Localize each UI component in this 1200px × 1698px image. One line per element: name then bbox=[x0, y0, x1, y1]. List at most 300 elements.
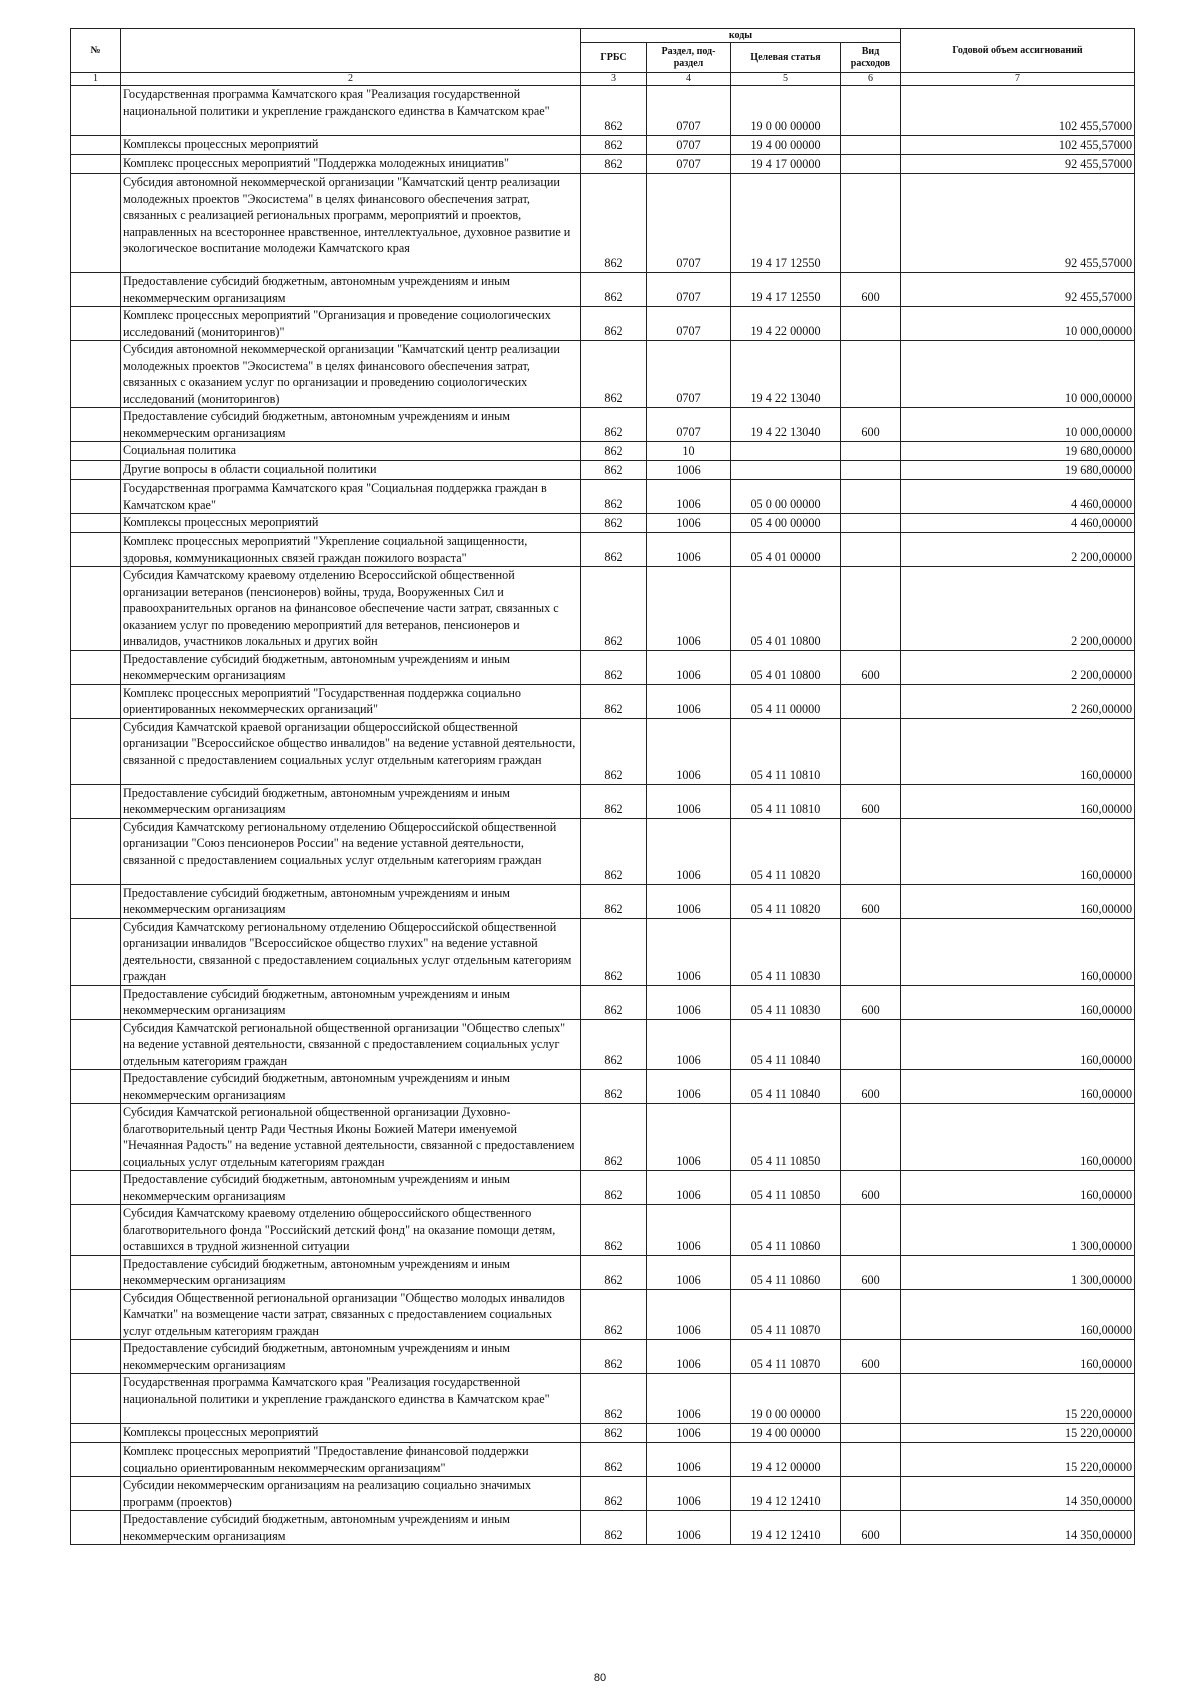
type-cell: 600 bbox=[841, 784, 901, 818]
grbs-cell: 862 bbox=[581, 1019, 647, 1070]
amount-cell: 14 350,00000 bbox=[901, 1477, 1135, 1511]
type-cell: 600 bbox=[841, 650, 901, 684]
table-row bbox=[71, 1477, 1135, 1511]
table-row bbox=[71, 650, 1135, 684]
amount-cell: 14 350,00000 bbox=[901, 1511, 1135, 1545]
amount-cell: 2 200,00000 bbox=[901, 650, 1135, 684]
table-row bbox=[71, 1443, 1135, 1477]
target-cell: 05 4 01 00000 bbox=[731, 533, 841, 567]
amount-cell: 19 680,00000 bbox=[901, 461, 1135, 480]
target-cell: 05 4 11 10830 bbox=[731, 918, 841, 985]
type-cell bbox=[841, 1424, 901, 1443]
amount-cell: 15 220,00000 bbox=[901, 1374, 1135, 1424]
no-cell bbox=[71, 514, 121, 533]
section-cell: 0707 bbox=[647, 307, 731, 341]
table-row bbox=[71, 818, 1135, 884]
grbs-cell: 862 bbox=[581, 533, 647, 567]
name-cell: Субсидия Камчатскому краевому отделению Всероссийской общественной организации ветеранов (пенсионеров) войны, труда, Вооруженных Сил и правоохранительных органов на финансовое обеспечение части затрат, связанных с оказанием услуг по проведению мероприятий для ветеранов, пенсионеров и инвалидов, участников локальных и других войн bbox=[121, 567, 581, 651]
type-cell bbox=[841, 514, 901, 533]
name-cell: Предоставление субсидий бюджетным, автономным учреждениям и иным некоммерческим организациям bbox=[121, 1171, 581, 1205]
name-cell: Субсидия Камчатскому региональному отделению Общероссийской общественной организации инвалидов "Всероссийское общество глухих" на ведение уставной деятельности, связанной с предоставлением социальных услуг отдельным категориям граждан bbox=[121, 918, 581, 985]
amount-cell: 102 455,57000 bbox=[901, 136, 1135, 155]
no-cell bbox=[71, 1019, 121, 1070]
col-num-7: 7 bbox=[901, 73, 1135, 86]
amount-cell: 160,00000 bbox=[901, 718, 1135, 784]
table-row bbox=[71, 1289, 1135, 1340]
table-header bbox=[71, 29, 1135, 86]
section-cell: 1006 bbox=[647, 985, 731, 1019]
target-cell: 05 0 00 00000 bbox=[731, 480, 841, 514]
section-cell: 1006 bbox=[647, 514, 731, 533]
name-cell: Предоставление субсидий бюджетным, автономным учреждениям и иным некоммерческим организациям bbox=[121, 1070, 581, 1104]
table-row bbox=[71, 884, 1135, 918]
type-cell bbox=[841, 1019, 901, 1070]
section-cell: 1006 bbox=[647, 461, 731, 480]
table-row bbox=[71, 567, 1135, 651]
no-cell bbox=[71, 650, 121, 684]
header-amount: Годовой объем ассигнований bbox=[901, 29, 1135, 73]
section-cell: 1006 bbox=[647, 1205, 731, 1256]
type-cell bbox=[841, 461, 901, 480]
target-cell: 05 4 11 10870 bbox=[731, 1340, 841, 1374]
type-cell bbox=[841, 86, 901, 136]
no-cell bbox=[71, 1443, 121, 1477]
grbs-cell: 862 bbox=[581, 461, 647, 480]
type-cell: 600 bbox=[841, 1070, 901, 1104]
type-cell bbox=[841, 341, 901, 408]
target-cell: 05 4 11 10850 bbox=[731, 1171, 841, 1205]
grbs-cell: 862 bbox=[581, 155, 647, 174]
grbs-cell: 862 bbox=[581, 918, 647, 985]
section-cell: 1006 bbox=[647, 1511, 731, 1545]
target-cell: 05 4 11 10860 bbox=[731, 1255, 841, 1289]
header-codes: коды bbox=[581, 29, 901, 43]
section-cell: 1006 bbox=[647, 1070, 731, 1104]
header-no: № bbox=[71, 29, 121, 73]
grbs-cell: 862 bbox=[581, 1255, 647, 1289]
amount-cell: 19 680,00000 bbox=[901, 442, 1135, 461]
header-target: Целевая статья bbox=[731, 43, 841, 73]
table-row bbox=[71, 461, 1135, 480]
no-cell bbox=[71, 1289, 121, 1340]
section-cell: 1006 bbox=[647, 533, 731, 567]
target-cell: 19 4 22 13040 bbox=[731, 408, 841, 442]
type-cell: 600 bbox=[841, 985, 901, 1019]
name-cell: Социальная политика bbox=[121, 442, 581, 461]
grbs-cell: 862 bbox=[581, 86, 647, 136]
no-cell bbox=[71, 461, 121, 480]
amount-cell: 160,00000 bbox=[901, 985, 1135, 1019]
type-cell: 600 bbox=[841, 408, 901, 442]
target-cell: 05 4 11 10850 bbox=[731, 1104, 841, 1171]
table-row bbox=[71, 174, 1135, 273]
amount-cell: 10 000,00000 bbox=[901, 408, 1135, 442]
section-cell: 1006 bbox=[647, 1374, 731, 1424]
type-cell bbox=[841, 1104, 901, 1171]
no-cell bbox=[71, 155, 121, 174]
section-cell: 1006 bbox=[647, 480, 731, 514]
name-cell: Предоставление субсидий бюджетным, автономным учреждениям и иным некоммерческим организациям bbox=[121, 985, 581, 1019]
name-cell: Комплекс процессных мероприятий "Организация и проведение социологических исследований (мониторингов)" bbox=[121, 307, 581, 341]
target-cell: 19 4 22 00000 bbox=[731, 307, 841, 341]
name-cell: Комплекс процессных мероприятий "Укрепление социальной защищенности, здоровья, коммуникационных связей граждан пожилого возраста" bbox=[121, 533, 581, 567]
grbs-cell: 862 bbox=[581, 818, 647, 884]
table-row bbox=[71, 514, 1135, 533]
amount-cell: 160,00000 bbox=[901, 1340, 1135, 1374]
grbs-cell: 862 bbox=[581, 1443, 647, 1477]
section-cell: 1006 bbox=[647, 1171, 731, 1205]
target-cell: 05 4 11 10840 bbox=[731, 1070, 841, 1104]
table-row bbox=[71, 155, 1135, 174]
amount-cell: 92 455,57000 bbox=[901, 273, 1135, 307]
type-cell bbox=[841, 818, 901, 884]
no-cell bbox=[71, 442, 121, 461]
grbs-cell: 862 bbox=[581, 985, 647, 1019]
grbs-cell: 862 bbox=[581, 1477, 647, 1511]
section-cell: 1006 bbox=[647, 1477, 731, 1511]
header-grbs: ГРБС bbox=[581, 43, 647, 73]
table-row bbox=[71, 784, 1135, 818]
section-cell: 1006 bbox=[647, 1289, 731, 1340]
grbs-cell: 862 bbox=[581, 884, 647, 918]
section-cell: 1006 bbox=[647, 818, 731, 884]
section-cell: 1006 bbox=[647, 650, 731, 684]
no-cell bbox=[71, 684, 121, 718]
target-cell: 05 4 11 00000 bbox=[731, 684, 841, 718]
no-cell bbox=[71, 408, 121, 442]
col-num-1: 1 bbox=[71, 73, 121, 86]
grbs-cell: 862 bbox=[581, 480, 647, 514]
target-cell bbox=[731, 461, 841, 480]
table-row bbox=[71, 718, 1135, 784]
target-cell: 05 4 11 10840 bbox=[731, 1019, 841, 1070]
grbs-cell: 862 bbox=[581, 684, 647, 718]
section-cell: 0707 bbox=[647, 155, 731, 174]
section-cell: 1006 bbox=[647, 1104, 731, 1171]
type-cell: 600 bbox=[841, 1255, 901, 1289]
amount-cell: 160,00000 bbox=[901, 884, 1135, 918]
col-num-6: 6 bbox=[841, 73, 901, 86]
table-row bbox=[71, 341, 1135, 408]
name-cell: Субсидия Камчатской региональной общественной организации "Общество слепых" на ведение уставной деятельности, связанной с предоставлением социальных услуг отдельным категориям граждан bbox=[121, 1019, 581, 1070]
target-cell: 19 4 17 12550 bbox=[731, 273, 841, 307]
type-cell bbox=[841, 1374, 901, 1424]
amount-cell: 1 300,00000 bbox=[901, 1255, 1135, 1289]
no-cell bbox=[71, 985, 121, 1019]
type-cell: 600 bbox=[841, 1340, 901, 1374]
target-cell: 19 4 12 12410 bbox=[731, 1511, 841, 1545]
target-cell: 05 4 11 10810 bbox=[731, 784, 841, 818]
section-cell: 1006 bbox=[647, 1340, 731, 1374]
table-row bbox=[71, 408, 1135, 442]
no-cell bbox=[71, 1104, 121, 1171]
grbs-cell: 862 bbox=[581, 442, 647, 461]
type-cell: 600 bbox=[841, 1511, 901, 1545]
grbs-cell: 862 bbox=[581, 1289, 647, 1340]
name-cell: Комплексы процессных мероприятий bbox=[121, 514, 581, 533]
section-cell: 1006 bbox=[647, 1424, 731, 1443]
table-row bbox=[71, 136, 1135, 155]
no-cell bbox=[71, 86, 121, 136]
section-cell: 0707 bbox=[647, 86, 731, 136]
name-cell: Предоставление субсидий бюджетным, автономным учреждениям и иным некоммерческим организациям bbox=[121, 1255, 581, 1289]
amount-cell: 160,00000 bbox=[901, 1104, 1135, 1171]
name-cell: Субсидия Камчатскому краевому отделению общероссийского общественного благотворительного фонда "Российский детский фонд" на оказание помощи детям, оставшихся в трудной жизненной ситуации bbox=[121, 1205, 581, 1256]
amount-cell: 2 200,00000 bbox=[901, 567, 1135, 651]
section-cell: 1006 bbox=[647, 567, 731, 651]
table-body bbox=[71, 86, 1135, 1545]
grbs-cell: 862 bbox=[581, 136, 647, 155]
amount-cell: 15 220,00000 bbox=[901, 1424, 1135, 1443]
amount-cell: 160,00000 bbox=[901, 784, 1135, 818]
name-cell: Субсидия автономной некоммерческой организации "Камчатский центр реализации молодежных проектов "Экосистема" в целях финансового обеспечения затрат, связанных с оказанием услуг по организации и проведению социологических исследований (мониторингов) bbox=[121, 341, 581, 408]
no-cell bbox=[71, 918, 121, 985]
table-row bbox=[71, 918, 1135, 985]
page-number: 80 bbox=[593, 1672, 607, 1684]
name-cell: Комплекс процессных мероприятий "Государственная поддержка социально ориентированных некоммерческих организаций" bbox=[121, 684, 581, 718]
table-row bbox=[71, 86, 1135, 136]
table-row bbox=[71, 1171, 1135, 1205]
section-cell: 0707 bbox=[647, 273, 731, 307]
grbs-cell: 862 bbox=[581, 1205, 647, 1256]
grbs-cell: 862 bbox=[581, 273, 647, 307]
no-cell bbox=[71, 1477, 121, 1511]
section-cell: 1006 bbox=[647, 918, 731, 985]
type-cell bbox=[841, 155, 901, 174]
amount-cell: 10 000,00000 bbox=[901, 307, 1135, 341]
no-cell bbox=[71, 818, 121, 884]
no-cell bbox=[71, 1511, 121, 1545]
no-cell bbox=[71, 567, 121, 651]
target-cell: 05 4 11 10860 bbox=[731, 1205, 841, 1256]
no-cell bbox=[71, 1340, 121, 1374]
name-cell: Субсидия автономной некоммерческой организации "Камчатский центр реализации молодежных проектов "Экосистема" в целях финансового обеспечения затрат, связанных с реализацией региональных программ, мероприятий и проектов, направленных на всестороннее нравственное, интеллектуальное, духовное развитие и экологическое воспитание молодежи Камчатского края bbox=[121, 174, 581, 273]
section-cell: 1006 bbox=[647, 718, 731, 784]
grbs-cell: 862 bbox=[581, 718, 647, 784]
target-cell: 05 4 11 10810 bbox=[731, 718, 841, 784]
table-row bbox=[71, 1070, 1135, 1104]
table-row bbox=[71, 1511, 1135, 1545]
type-cell bbox=[841, 918, 901, 985]
name-cell: Комплексы процессных мероприятий bbox=[121, 1424, 581, 1443]
name-cell: Предоставление субсидий бюджетным, автономным учреждениям и иным некоммерческим организациям bbox=[121, 1511, 581, 1545]
no-cell bbox=[71, 307, 121, 341]
table-row bbox=[71, 684, 1135, 718]
type-cell bbox=[841, 307, 901, 341]
type-cell: 600 bbox=[841, 1171, 901, 1205]
table-row bbox=[71, 1424, 1135, 1443]
section-cell: 1006 bbox=[647, 1019, 731, 1070]
table-row bbox=[71, 1019, 1135, 1070]
amount-cell: 92 455,57000 bbox=[901, 174, 1135, 273]
grbs-cell: 862 bbox=[581, 784, 647, 818]
name-cell: Субсидия Камчатской краевой организации общероссийской общественной организации "Всероссийское общество инвалидов" на ведение уставной деятельности, связанной с предоставлением социальных услуг отдельным категориям граждан bbox=[121, 718, 581, 784]
table-row bbox=[71, 1255, 1135, 1289]
grbs-cell: 862 bbox=[581, 1070, 647, 1104]
section-cell: 0707 bbox=[647, 136, 731, 155]
grbs-cell: 862 bbox=[581, 307, 647, 341]
amount-cell: 160,00000 bbox=[901, 1289, 1135, 1340]
target-cell: 19 4 12 12410 bbox=[731, 1477, 841, 1511]
target-cell: 19 4 12 00000 bbox=[731, 1443, 841, 1477]
header-section: Раздел, под-раздел bbox=[647, 43, 731, 73]
amount-cell: 160,00000 bbox=[901, 1070, 1135, 1104]
no-cell bbox=[71, 884, 121, 918]
target-cell: 19 4 17 12550 bbox=[731, 174, 841, 273]
target-cell: 19 4 17 00000 bbox=[731, 155, 841, 174]
grbs-cell: 862 bbox=[581, 1171, 647, 1205]
grbs-cell: 862 bbox=[581, 1104, 647, 1171]
no-cell bbox=[71, 1255, 121, 1289]
no-cell bbox=[71, 273, 121, 307]
col-num-4: 4 bbox=[647, 73, 731, 86]
col-num-2: 2 bbox=[121, 73, 581, 86]
target-cell: 05 4 11 10870 bbox=[731, 1289, 841, 1340]
target-cell: 05 4 01 10800 bbox=[731, 650, 841, 684]
grbs-cell: 862 bbox=[581, 1374, 647, 1424]
name-cell: Государственная программа Камчатского края "Реализация государственной национальной политики и укрепление гражданского единства в Камчатском крае" bbox=[121, 86, 581, 136]
section-cell: 1006 bbox=[647, 1443, 731, 1477]
table-row bbox=[71, 480, 1135, 514]
no-cell bbox=[71, 136, 121, 155]
target-cell: 19 0 00 00000 bbox=[731, 86, 841, 136]
type-cell bbox=[841, 718, 901, 784]
grbs-cell: 862 bbox=[581, 174, 647, 273]
name-cell: Субсидия Камчатскому региональному отделению Общероссийской общественной организации "Союз пенсионеров России" на ведение уставной деятельности, связанной с предоставлением социальных услуг отдельным категориям граждан bbox=[121, 818, 581, 884]
no-cell bbox=[71, 174, 121, 273]
type-cell bbox=[841, 174, 901, 273]
amount-cell: 92 455,57000 bbox=[901, 155, 1135, 174]
budget-table-container bbox=[70, 28, 1134, 1545]
table-row bbox=[71, 985, 1135, 1019]
name-cell: Предоставление субсидий бюджетным, автономным учреждениям и иным некоммерческим организациям bbox=[121, 784, 581, 818]
type-cell bbox=[841, 1477, 901, 1511]
target-cell: 05 4 00 00000 bbox=[731, 514, 841, 533]
name-cell: Комплексы процессных мероприятий bbox=[121, 136, 581, 155]
target-cell: 19 4 22 13040 bbox=[731, 341, 841, 408]
grbs-cell: 862 bbox=[581, 514, 647, 533]
amount-cell: 4 460,00000 bbox=[901, 514, 1135, 533]
section-cell: 1006 bbox=[647, 784, 731, 818]
target-cell bbox=[731, 442, 841, 461]
name-cell: Комплекс процессных мероприятий "Поддержка молодежных инициатив" bbox=[121, 155, 581, 174]
section-cell: 1006 bbox=[647, 884, 731, 918]
section-cell: 0707 bbox=[647, 408, 731, 442]
amount-cell: 2 200,00000 bbox=[901, 533, 1135, 567]
name-cell: Комплекс процессных мероприятий "Предоставление финансовой поддержки социально ориентированным некоммерческим организациям" bbox=[121, 1443, 581, 1477]
target-cell: 05 4 01 10800 bbox=[731, 567, 841, 651]
table-row bbox=[71, 442, 1135, 461]
type-cell bbox=[841, 1205, 901, 1256]
name-cell: Предоставление субсидий бюджетным, автономным учреждениям и иным некоммерческим организациям bbox=[121, 1340, 581, 1374]
name-cell: Предоставление субсидий бюджетным, автономным учреждениям и иным некоммерческим организациям bbox=[121, 408, 581, 442]
section-cell: 0707 bbox=[647, 174, 731, 273]
no-cell bbox=[71, 718, 121, 784]
name-cell: Субсидия Камчатской региональной общественной организации Духовно-благотворительный центр Ради Честныя Иконы Божией Матери именуемой "Нечаянная Радость" на ведение уставной деятельности, связанной с предоставлением социальных услуг отдельным категориям граждан bbox=[121, 1104, 581, 1171]
no-cell bbox=[71, 1205, 121, 1256]
grbs-cell: 862 bbox=[581, 567, 647, 651]
col-num-3: 3 bbox=[581, 73, 647, 86]
type-cell bbox=[841, 567, 901, 651]
column-numbers-row bbox=[71, 73, 1135, 86]
section-cell: 1006 bbox=[647, 684, 731, 718]
amount-cell: 15 220,00000 bbox=[901, 1443, 1135, 1477]
type-cell bbox=[841, 684, 901, 718]
amount-cell: 2 260,00000 bbox=[901, 684, 1135, 718]
type-cell bbox=[841, 442, 901, 461]
section-cell: 1006 bbox=[647, 1255, 731, 1289]
amount-cell: 10 000,00000 bbox=[901, 341, 1135, 408]
amount-cell: 160,00000 bbox=[901, 1019, 1135, 1070]
col-num-5: 5 bbox=[731, 73, 841, 86]
header-name bbox=[121, 29, 581, 73]
section-cell: 0707 bbox=[647, 341, 731, 408]
amount-cell: 4 460,00000 bbox=[901, 480, 1135, 514]
target-cell: 19 0 00 00000 bbox=[731, 1374, 841, 1424]
no-cell bbox=[71, 1424, 121, 1443]
name-cell: Другие вопросы в области социальной политики bbox=[121, 461, 581, 480]
target-cell: 05 4 11 10830 bbox=[731, 985, 841, 1019]
grbs-cell: 862 bbox=[581, 408, 647, 442]
type-cell: 600 bbox=[841, 884, 901, 918]
table-row bbox=[71, 307, 1135, 341]
grbs-cell: 862 bbox=[581, 1511, 647, 1545]
table-row bbox=[71, 1374, 1135, 1424]
type-cell bbox=[841, 533, 901, 567]
type-cell bbox=[841, 1443, 901, 1477]
name-cell: Предоставление субсидий бюджетным, автономным учреждениям и иным некоммерческим организациям bbox=[121, 273, 581, 307]
grbs-cell: 862 bbox=[581, 650, 647, 684]
header-type: Вид расходов bbox=[841, 43, 901, 73]
name-cell: Предоставление субсидий бюджетным, автономным учреждениям и иным некоммерческим организациям bbox=[121, 884, 581, 918]
target-cell: 19 4 00 00000 bbox=[731, 136, 841, 155]
section-cell: 10 bbox=[647, 442, 731, 461]
type-cell bbox=[841, 1289, 901, 1340]
amount-cell: 160,00000 bbox=[901, 818, 1135, 884]
table-row bbox=[71, 273, 1135, 307]
amount-cell: 160,00000 bbox=[901, 1171, 1135, 1205]
name-cell: Субсидии некоммерческим организациям на реализацию социально значимых программ (проектов) bbox=[121, 1477, 581, 1511]
amount-cell: 1 300,00000 bbox=[901, 1205, 1135, 1256]
no-cell bbox=[71, 480, 121, 514]
type-cell: 600 bbox=[841, 273, 901, 307]
no-cell bbox=[71, 1171, 121, 1205]
target-cell: 05 4 11 10820 bbox=[731, 884, 841, 918]
budget-table bbox=[70, 28, 1135, 1545]
no-cell bbox=[71, 533, 121, 567]
name-cell: Предоставление субсидий бюджетным, автономным учреждениям и иным некоммерческим организациям bbox=[121, 650, 581, 684]
target-cell: 19 4 00 00000 bbox=[731, 1424, 841, 1443]
no-cell bbox=[71, 1070, 121, 1104]
name-cell: Государственная программа Камчатского края "Социальная поддержка граждан в Камчатском крае" bbox=[121, 480, 581, 514]
table-row bbox=[71, 1104, 1135, 1171]
no-cell bbox=[71, 341, 121, 408]
grbs-cell: 862 bbox=[581, 1340, 647, 1374]
grbs-cell: 862 bbox=[581, 1424, 647, 1443]
grbs-cell: 862 bbox=[581, 341, 647, 408]
amount-cell: 102 455,57000 bbox=[901, 86, 1135, 136]
type-cell bbox=[841, 136, 901, 155]
name-cell: Субсидия Общественной региональной организации "Общество молодых инвалидов Камчатки" на возмещение части затрат, связанных с предоставлением социальных услуг отдельным категориям граждан bbox=[121, 1289, 581, 1340]
no-cell bbox=[71, 784, 121, 818]
target-cell: 05 4 11 10820 bbox=[731, 818, 841, 884]
table-row bbox=[71, 533, 1135, 567]
no-cell bbox=[71, 1374, 121, 1424]
table-row bbox=[71, 1340, 1135, 1374]
type-cell bbox=[841, 480, 901, 514]
amount-cell: 160,00000 bbox=[901, 918, 1135, 985]
name-cell: Государственная программа Камчатского края "Реализация государственной национальной политики и укрепление гражданского единства в Камчатском крае" bbox=[121, 1374, 581, 1424]
